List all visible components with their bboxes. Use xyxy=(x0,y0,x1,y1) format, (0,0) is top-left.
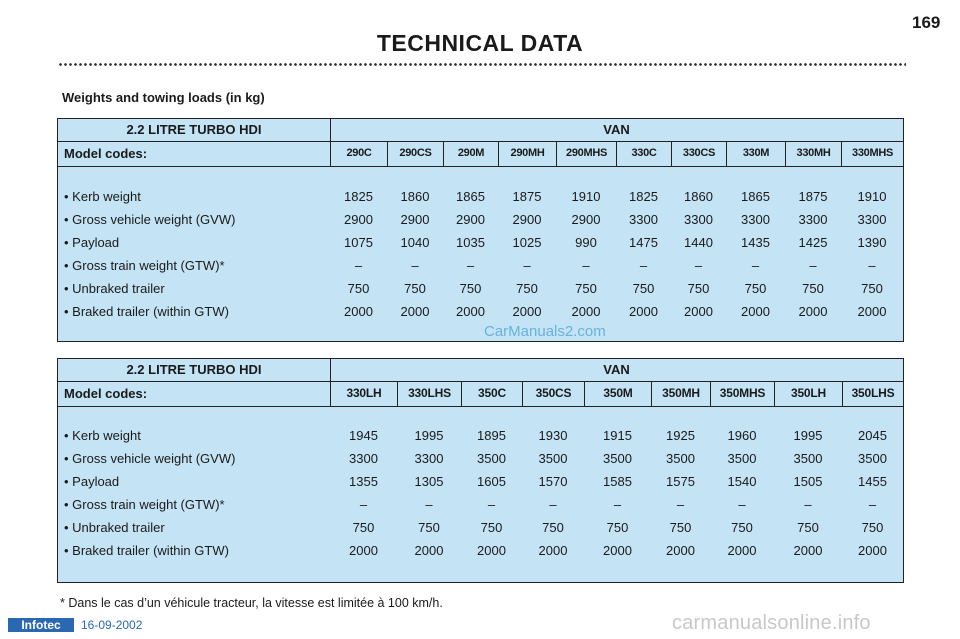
model-code-cell: 290C xyxy=(330,141,387,166)
row-label: • Braked trailer (within GTW) xyxy=(64,543,229,558)
value-cell: 750 xyxy=(575,281,597,296)
footer-date: 16-09-2002 xyxy=(81,618,143,632)
value-cell: 1825 xyxy=(344,189,373,204)
value-cell: 750 xyxy=(542,520,564,535)
value-cell: 2045 xyxy=(858,428,887,443)
value-cell: 750 xyxy=(802,281,824,296)
footer-site-watermark: carmanualsonline.info xyxy=(672,612,871,634)
page-title: TECHNICAL DATA xyxy=(376,30,584,56)
value-cell: 750 xyxy=(861,520,884,535)
value-cell: 1910 xyxy=(571,189,601,204)
value-cell: 3300 xyxy=(741,212,770,227)
value-cell: 750 xyxy=(459,281,482,296)
row-label: • Payload xyxy=(64,474,120,489)
value-cell: 1505 xyxy=(793,474,823,489)
vehicle-type-label: VAN xyxy=(603,362,630,377)
value-cell: 750 xyxy=(606,520,629,535)
value-cell: 2000 xyxy=(727,543,757,558)
row-label: • Gross train weight (GTW)* xyxy=(64,258,225,273)
value-cell: 750 xyxy=(516,281,538,296)
value-cell: 1995 xyxy=(414,428,444,443)
value-cell: – xyxy=(466,258,475,273)
value-cell: 1435 xyxy=(741,235,770,250)
value-cell: 1075 xyxy=(344,235,373,250)
model-code-cell: 290M xyxy=(443,141,498,166)
value-cell: 1860 xyxy=(684,189,713,204)
table-header-row xyxy=(58,119,903,142)
value-cell: 1860 xyxy=(400,189,430,204)
value-cell: – xyxy=(868,497,877,512)
row-label: • Gross vehicle weight (GVW) xyxy=(64,451,236,466)
model-code-cell: 290MHS xyxy=(556,141,616,166)
value-cell: – xyxy=(582,258,590,273)
value-cell: 750 xyxy=(404,281,426,296)
value-cell: 2000 xyxy=(538,543,568,558)
value-cell: 2000 xyxy=(414,543,444,558)
model-code-cell: 330MHS xyxy=(841,141,903,166)
value-cell: 1875 xyxy=(512,189,542,204)
value-cell: – xyxy=(804,497,812,512)
model-code-cell: 290CS xyxy=(387,141,443,166)
model-codes-label: Model codes: xyxy=(64,386,148,401)
value-cell: 1930 xyxy=(538,428,568,443)
row-label: • Braked trailer (within GTW) xyxy=(64,304,229,319)
value-cell: 2000 xyxy=(666,543,695,558)
weights-table-2 xyxy=(57,358,904,583)
value-cell: 1025 xyxy=(512,235,542,250)
value-cell: 1995 xyxy=(793,428,823,443)
model-code-cell: 350MH xyxy=(651,381,710,406)
value-cell: 2000 xyxy=(456,304,485,319)
value-cell: – xyxy=(425,497,433,512)
value-cell: – xyxy=(639,258,648,273)
value-cell: 3500 xyxy=(858,451,887,466)
value-cell: 2000 xyxy=(798,304,828,319)
value-cell: 3300 xyxy=(414,451,444,466)
model-codes-row xyxy=(58,381,903,407)
value-cell: 3500 xyxy=(477,451,506,466)
model-code-cell: 330MH xyxy=(785,141,841,166)
value-cell: 3300 xyxy=(349,451,378,466)
value-cell: 750 xyxy=(731,520,753,535)
value-cell: 750 xyxy=(687,281,710,296)
value-cell: 3500 xyxy=(793,451,823,466)
value-cell: 1585 xyxy=(603,474,632,489)
model-code-cell: 350M xyxy=(584,381,651,406)
model-code-cell: 350MHS xyxy=(710,381,774,406)
value-cell: 750 xyxy=(744,281,767,296)
model-code-cell: 350C xyxy=(461,381,522,406)
model-code-cell: 350LHS xyxy=(842,381,903,406)
value-cell: 3300 xyxy=(798,212,828,227)
value-cell: 1425 xyxy=(798,235,828,250)
model-code-cell: 330CS xyxy=(671,141,726,166)
value-cell: 2900 xyxy=(571,212,601,227)
page-number: 169 xyxy=(912,13,941,32)
value-cell: 750 xyxy=(347,281,370,296)
value-cell: 2000 xyxy=(603,543,632,558)
value-cell: 1910 xyxy=(857,189,887,204)
value-cell: – xyxy=(868,258,876,273)
row-label: • Unbraked trailer xyxy=(64,281,165,296)
model-codes-label: Model codes: xyxy=(64,146,148,161)
value-cell: 2000 xyxy=(571,304,601,319)
value-cell: 2000 xyxy=(400,304,430,319)
value-cell: 2000 xyxy=(344,304,373,319)
value-cell: 2900 xyxy=(512,212,542,227)
value-cell: 1945 xyxy=(349,428,378,443)
value-cell: 1960 xyxy=(727,428,757,443)
engine-label: 2.2 LITRE TURBO HDI xyxy=(58,359,331,381)
model-codes-row xyxy=(58,141,903,167)
row-label: • Payload xyxy=(64,235,120,250)
value-cell: 2000 xyxy=(349,543,378,558)
value-cell: 2000 xyxy=(793,543,823,558)
value-cell: 3500 xyxy=(666,451,695,466)
value-cell: – xyxy=(738,497,746,512)
watermark-text: CarManuals2.com xyxy=(484,323,606,340)
value-cell: 3300 xyxy=(629,212,658,227)
value-cell: 750 xyxy=(669,520,692,535)
value-cell: – xyxy=(411,258,419,273)
section-subtitle: Weights and towing loads (in kg) xyxy=(62,90,265,105)
infotec-logo: Infotec xyxy=(8,618,74,632)
value-cell: 1925 xyxy=(666,428,695,443)
value-cell: 2000 xyxy=(629,304,658,319)
value-cell: – xyxy=(751,258,760,273)
value-cell: 2000 xyxy=(857,304,887,319)
value-cell: 1440 xyxy=(684,235,713,250)
table-header-row xyxy=(58,359,903,382)
value-cell: 1540 xyxy=(727,474,757,489)
row-label: • Gross train weight (GTW)* xyxy=(64,497,225,512)
model-code-cell: 330LHS xyxy=(397,381,461,406)
value-cell: 3300 xyxy=(857,212,887,227)
model-code-cell: 330LH xyxy=(330,381,397,406)
value-cell: 2000 xyxy=(741,304,770,319)
value-cell: – xyxy=(354,258,363,273)
value-cell: 2900 xyxy=(344,212,373,227)
model-code-cell: 350CS xyxy=(522,381,584,406)
weights-table-1 xyxy=(57,118,904,342)
value-cell: 750 xyxy=(632,281,655,296)
row-label: • Kerb weight xyxy=(64,428,141,443)
value-cell: 1895 xyxy=(477,428,506,443)
value-cell: 1875 xyxy=(798,189,828,204)
value-cell: – xyxy=(523,258,531,273)
value-cell: 750 xyxy=(418,520,440,535)
model-code-cell: 290MH xyxy=(498,141,556,166)
value-cell: 1605 xyxy=(477,474,506,489)
value-cell: – xyxy=(809,258,817,273)
value-cell: 3500 xyxy=(603,451,632,466)
value-cell: 1475 xyxy=(629,235,658,250)
value-cell: – xyxy=(359,497,368,512)
value-cell: 2000 xyxy=(512,304,542,319)
value-cell: 1570 xyxy=(538,474,568,489)
value-cell: – xyxy=(613,497,622,512)
value-cell: 1915 xyxy=(603,428,632,443)
value-cell: – xyxy=(694,258,703,273)
row-label: • Gross vehicle weight (GVW) xyxy=(64,212,236,227)
value-cell: 1575 xyxy=(666,474,695,489)
row-label: • Kerb weight xyxy=(64,189,141,204)
value-cell: 990 xyxy=(575,235,597,250)
value-cell: 2900 xyxy=(400,212,430,227)
dotted-divider xyxy=(58,62,906,67)
vehicle-type-label: VAN xyxy=(603,122,630,137)
value-cell: 750 xyxy=(861,281,883,296)
footnote: * Dans le cas d’un véhicule tracteur, la vitesse est limitée à 100 km/h. xyxy=(60,596,443,610)
value-cell: 2900 xyxy=(456,212,485,227)
value-cell: 1035 xyxy=(456,235,485,250)
model-code-cell: 330C xyxy=(616,141,671,166)
value-cell: 2000 xyxy=(684,304,713,319)
model-code-cell: 330M xyxy=(726,141,785,166)
value-cell: 1040 xyxy=(400,235,430,250)
value-cell: – xyxy=(487,497,496,512)
value-cell: 1390 xyxy=(857,235,887,250)
value-cell: 3300 xyxy=(684,212,713,227)
value-cell: 1865 xyxy=(741,189,770,204)
value-cell: 3500 xyxy=(727,451,757,466)
value-cell: 2000 xyxy=(477,543,506,558)
value-cell: 1865 xyxy=(456,189,485,204)
value-cell: 2000 xyxy=(858,543,887,558)
row-label: • Unbraked trailer xyxy=(64,520,165,535)
model-code-cell: 350LH xyxy=(774,381,842,406)
value-cell: – xyxy=(676,497,685,512)
value-cell: 750 xyxy=(480,520,503,535)
value-cell: 1825 xyxy=(629,189,658,204)
value-cell: 750 xyxy=(352,520,375,535)
value-cell: 1455 xyxy=(858,474,887,489)
value-cell: 1355 xyxy=(349,474,378,489)
value-cell: 750 xyxy=(797,520,819,535)
engine-label: 2.2 LITRE TURBO HDI xyxy=(58,119,331,141)
value-cell: 1305 xyxy=(414,474,444,489)
value-cell: – xyxy=(549,497,557,512)
value-cell: 3500 xyxy=(538,451,568,466)
